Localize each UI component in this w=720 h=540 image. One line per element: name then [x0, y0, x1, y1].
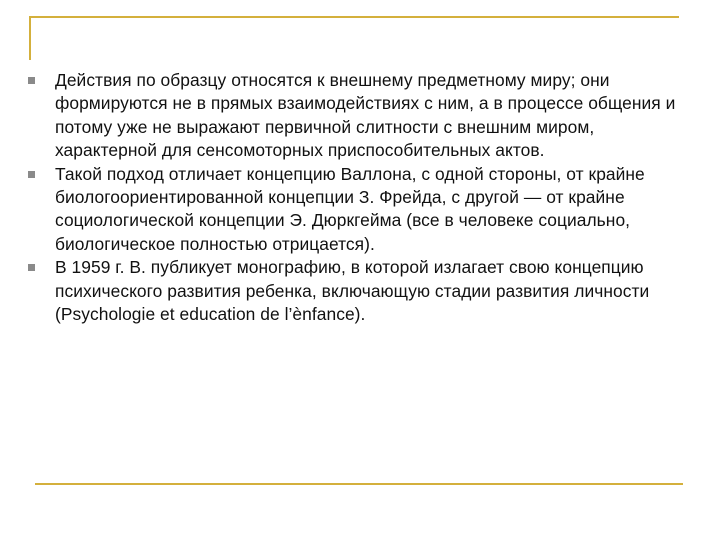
bottom-accent-line [35, 483, 683, 485]
left-accent-line [29, 16, 31, 60]
bullet-item [28, 69, 696, 163]
square-bullet-icon [28, 171, 35, 178]
bullet-item [28, 256, 696, 326]
bullet-text: Такой подход отличает концепцию Валлона, с одной стороны, от крайне биологоориентированной концепции З. Фрейда, с другой — от крайне социологической концепции Э. Дюркгейма (все в человеке социально, биологическое полностью отрицается). [55, 163, 645, 254]
square-bullet-icon [28, 264, 35, 271]
bullet-item [28, 163, 696, 257]
bullet-text: В 1959 г. В. публикует монографию, в которой излагает свою концепцию психического развития ребенка, включающую стадии развития личности (Psychologie et education de l’ènfance). [55, 257, 650, 325]
slide-content [28, 69, 696, 326]
square-bullet-icon [28, 77, 35, 84]
bullet-list [28, 69, 696, 326]
top-accent-line [29, 16, 679, 18]
bullet-text: Действия по образцу относятся к внешнему предметному миру; они формируются не в прямых взаимодействиях с ним, а в процессе общения и потому уже не выражают первичной слитности с внешним миром, характерной для сенсомоторных приспособительных актов. [55, 70, 676, 161]
